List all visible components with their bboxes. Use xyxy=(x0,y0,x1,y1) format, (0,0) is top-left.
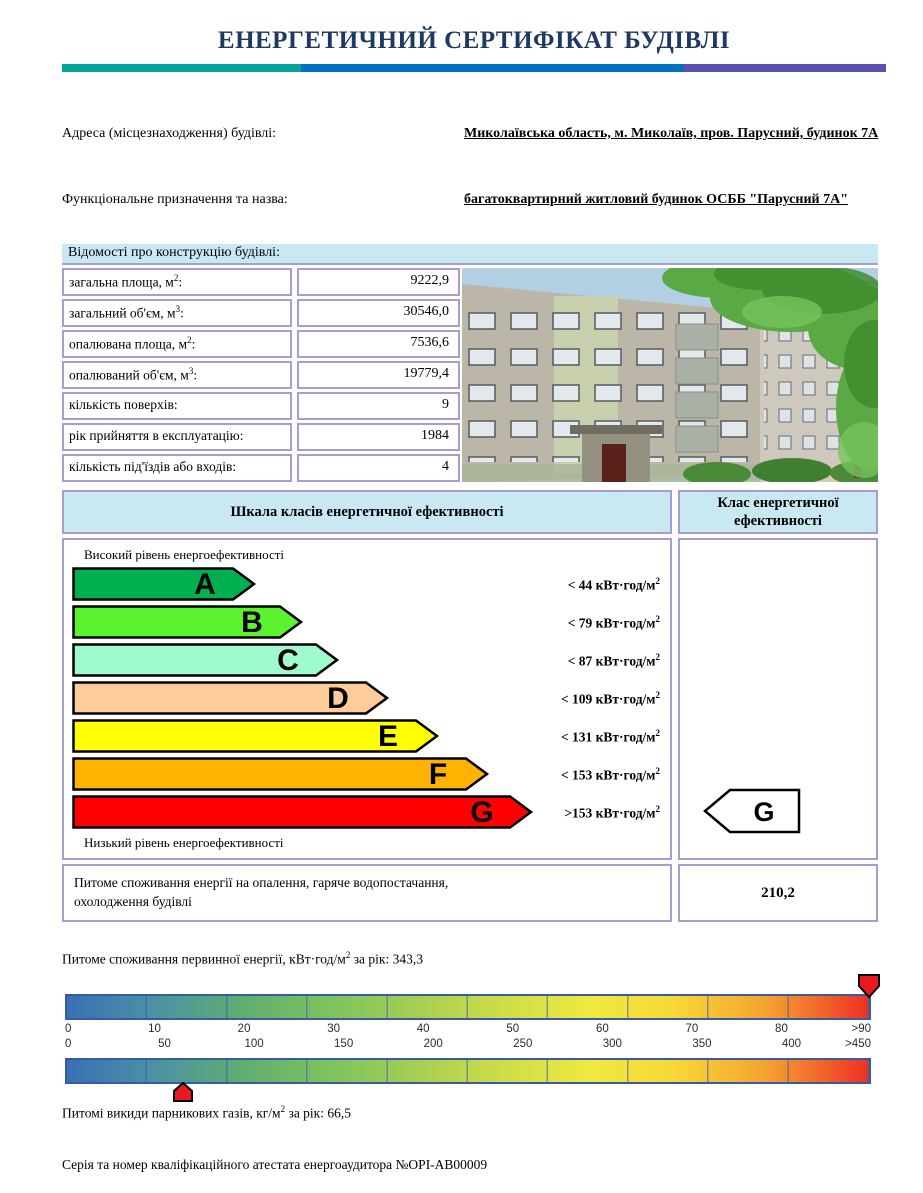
divider-segment-purple xyxy=(684,64,886,72)
row-value: 7536,6 xyxy=(297,330,460,358)
address-row xyxy=(62,178,886,222)
tick-label: 200 xyxy=(423,1037,443,1050)
class-arrow-b xyxy=(72,605,304,639)
tick-label: 300 xyxy=(602,1037,622,1050)
class-arrow-e xyxy=(72,719,440,753)
ghg-text: Питомі викиди парникових газів, $кг/м^2$ за рік: 66,5 xyxy=(62,1103,351,1121)
tick-label: 250 xyxy=(513,1037,533,1050)
class-arrow-a xyxy=(72,567,257,601)
class-threshold: < 79 $кВт\cdot год/м^2$ xyxy=(567,613,660,630)
tick-label: 100 xyxy=(244,1037,264,1050)
energy-class-row-c xyxy=(72,643,662,677)
energy-class-row-b xyxy=(72,605,662,639)
row-value: 1984 xyxy=(297,423,460,451)
construction-header: Відомості про конструкцію будівлі: xyxy=(62,244,878,265)
tick-label: 50 xyxy=(158,1037,171,1050)
tick-label: 350 xyxy=(692,1037,712,1050)
table-row xyxy=(62,392,462,420)
row-label: рік прийняття в експлуатацію: xyxy=(62,423,292,451)
class-threshold: < 44 $кВт\cdot год/м^2$ xyxy=(567,575,660,592)
row-label: опалювана площа, $м^2$: xyxy=(62,330,292,358)
row-value: 30546,0 xyxy=(297,299,460,327)
scale-header: Шкала класів енергетичної ефективності xyxy=(62,490,672,534)
svg-text:B: B xyxy=(241,606,263,640)
page-title: ЕНЕРГЕТИЧНИЙ СЕРТИФІКАТ БУДІВЛІ xyxy=(217,27,731,54)
table-row xyxy=(62,361,462,389)
tick-label: 400 xyxy=(781,1037,802,1050)
class-arrow-g xyxy=(72,795,534,829)
row-label: опалюваний об'єм, $м^3$: xyxy=(62,361,292,389)
tick-label: 10 xyxy=(148,1022,161,1035)
tick-label: 0 xyxy=(65,1022,72,1035)
svg-text:D: D xyxy=(327,682,349,716)
low-efficiency-label: Низький рівень енергоефективності xyxy=(84,835,284,851)
table-row xyxy=(62,330,462,358)
svg-text:E: E xyxy=(377,720,399,754)
energy-scale-table xyxy=(62,490,882,922)
class-arrow-d xyxy=(72,681,390,715)
row-label: загальна площа, $м^2$: xyxy=(62,268,292,296)
class-threshold: < 131 $кВт\cdot год/м^2$ xyxy=(560,727,660,744)
table-row xyxy=(62,454,462,482)
tick-label: 60 xyxy=(595,1022,609,1035)
construction-table xyxy=(62,268,462,485)
class-threshold: < 153 $кВт\cdot год/м^2$ xyxy=(560,765,660,782)
energy-class-row-f xyxy=(72,757,662,791)
auditor-certificate-text: Серія та номер кваліфікаційного атестата енергоаудитора №ОРІ-АВ00009 xyxy=(62,1157,488,1173)
class-cell xyxy=(678,538,878,860)
function-value: багатоквартирний житловий будинок ОСББ "Парусний 7А" xyxy=(464,191,848,207)
tick-row-top xyxy=(65,1023,871,1038)
primary-energy-marker-icon xyxy=(857,973,881,999)
tick-label: 50 xyxy=(506,1022,520,1035)
address-value: Миколаївська область, м. Миколаїв, пров. Парусний, будинок 7А xyxy=(464,125,879,141)
tick-label: 30 xyxy=(327,1022,341,1035)
class-arrow-c xyxy=(72,643,340,677)
address-label: Адреса (місцезнаходження) будівлі: xyxy=(62,126,277,141)
svg-text:F: F xyxy=(428,758,448,792)
construction-section xyxy=(62,244,878,485)
svg-text:C: C xyxy=(277,644,299,678)
tick-label: 40 xyxy=(416,1022,430,1035)
class-header: Клас енергетичної ефективності xyxy=(678,490,878,534)
primary-energy-text: Питоме споживання первинної енергії, $кВт\cdot год/м^2$ за рік: 343,3 xyxy=(62,950,423,967)
table-row xyxy=(62,299,462,327)
ghg-marker-icon xyxy=(172,1081,194,1103)
divider-segment-blue xyxy=(301,64,684,72)
svg-text:G: G xyxy=(470,796,494,830)
function-label: Функціональне призначення та назва: xyxy=(62,192,288,207)
table-row xyxy=(62,423,462,451)
row-label: кількість під'їздів або входів: xyxy=(62,454,292,482)
consumption-label: Питоме споживання енергії на опалення, гаряче водопостачання, охолодження будівлі xyxy=(62,864,672,922)
high-efficiency-label: Високий рівень енергоефективності xyxy=(84,547,285,563)
row-label: кількість поверхів: xyxy=(62,392,292,420)
energy-class-row-e xyxy=(72,719,662,753)
primary-energy-scale-bar xyxy=(65,994,871,1020)
tick-label: >90 xyxy=(851,1022,871,1035)
energy-class-row-g xyxy=(72,795,662,829)
current-class-indicator xyxy=(702,788,802,834)
address-row xyxy=(62,112,886,156)
svg-text:G: G xyxy=(753,797,775,828)
tick-label: 150 xyxy=(334,1037,354,1050)
tick-label: 70 xyxy=(685,1022,699,1035)
energy-class-row-a xyxy=(72,567,662,601)
class-arrow-f xyxy=(72,757,490,791)
address-section xyxy=(62,112,886,222)
tick-row-bottom xyxy=(65,1038,871,1053)
row-value: 9222,9 xyxy=(297,268,460,296)
building-photo xyxy=(462,268,878,482)
svg-text:A: A xyxy=(194,568,216,602)
row-value: 19779,4 xyxy=(297,361,460,389)
rating-bars xyxy=(65,994,871,1084)
divider-segment-teal xyxy=(62,64,301,72)
building-photo-illustration xyxy=(462,268,878,482)
class-threshold: < 109 $кВт\cdot год/м^2$ xyxy=(560,689,660,706)
tick-label: 0 xyxy=(65,1037,72,1050)
title-divider xyxy=(62,64,886,72)
consumption-value: 210,2 xyxy=(678,864,878,922)
class-threshold: >153 $кВт\cdot год/м^2$ xyxy=(564,803,660,820)
row-value: 9 xyxy=(297,392,460,420)
row-label: загальний об'єм, $м^3$: xyxy=(62,299,292,327)
row-value: 4 xyxy=(297,454,460,482)
scale-body xyxy=(62,538,672,860)
energy-class-row-d xyxy=(72,681,662,715)
tick-label: 20 xyxy=(237,1022,251,1035)
tick-label: 80 xyxy=(775,1022,788,1035)
tick-label: >450 xyxy=(845,1037,871,1050)
table-row xyxy=(62,268,462,296)
class-threshold: < 87 $кВт\cdot год/м^2$ xyxy=(567,651,660,668)
